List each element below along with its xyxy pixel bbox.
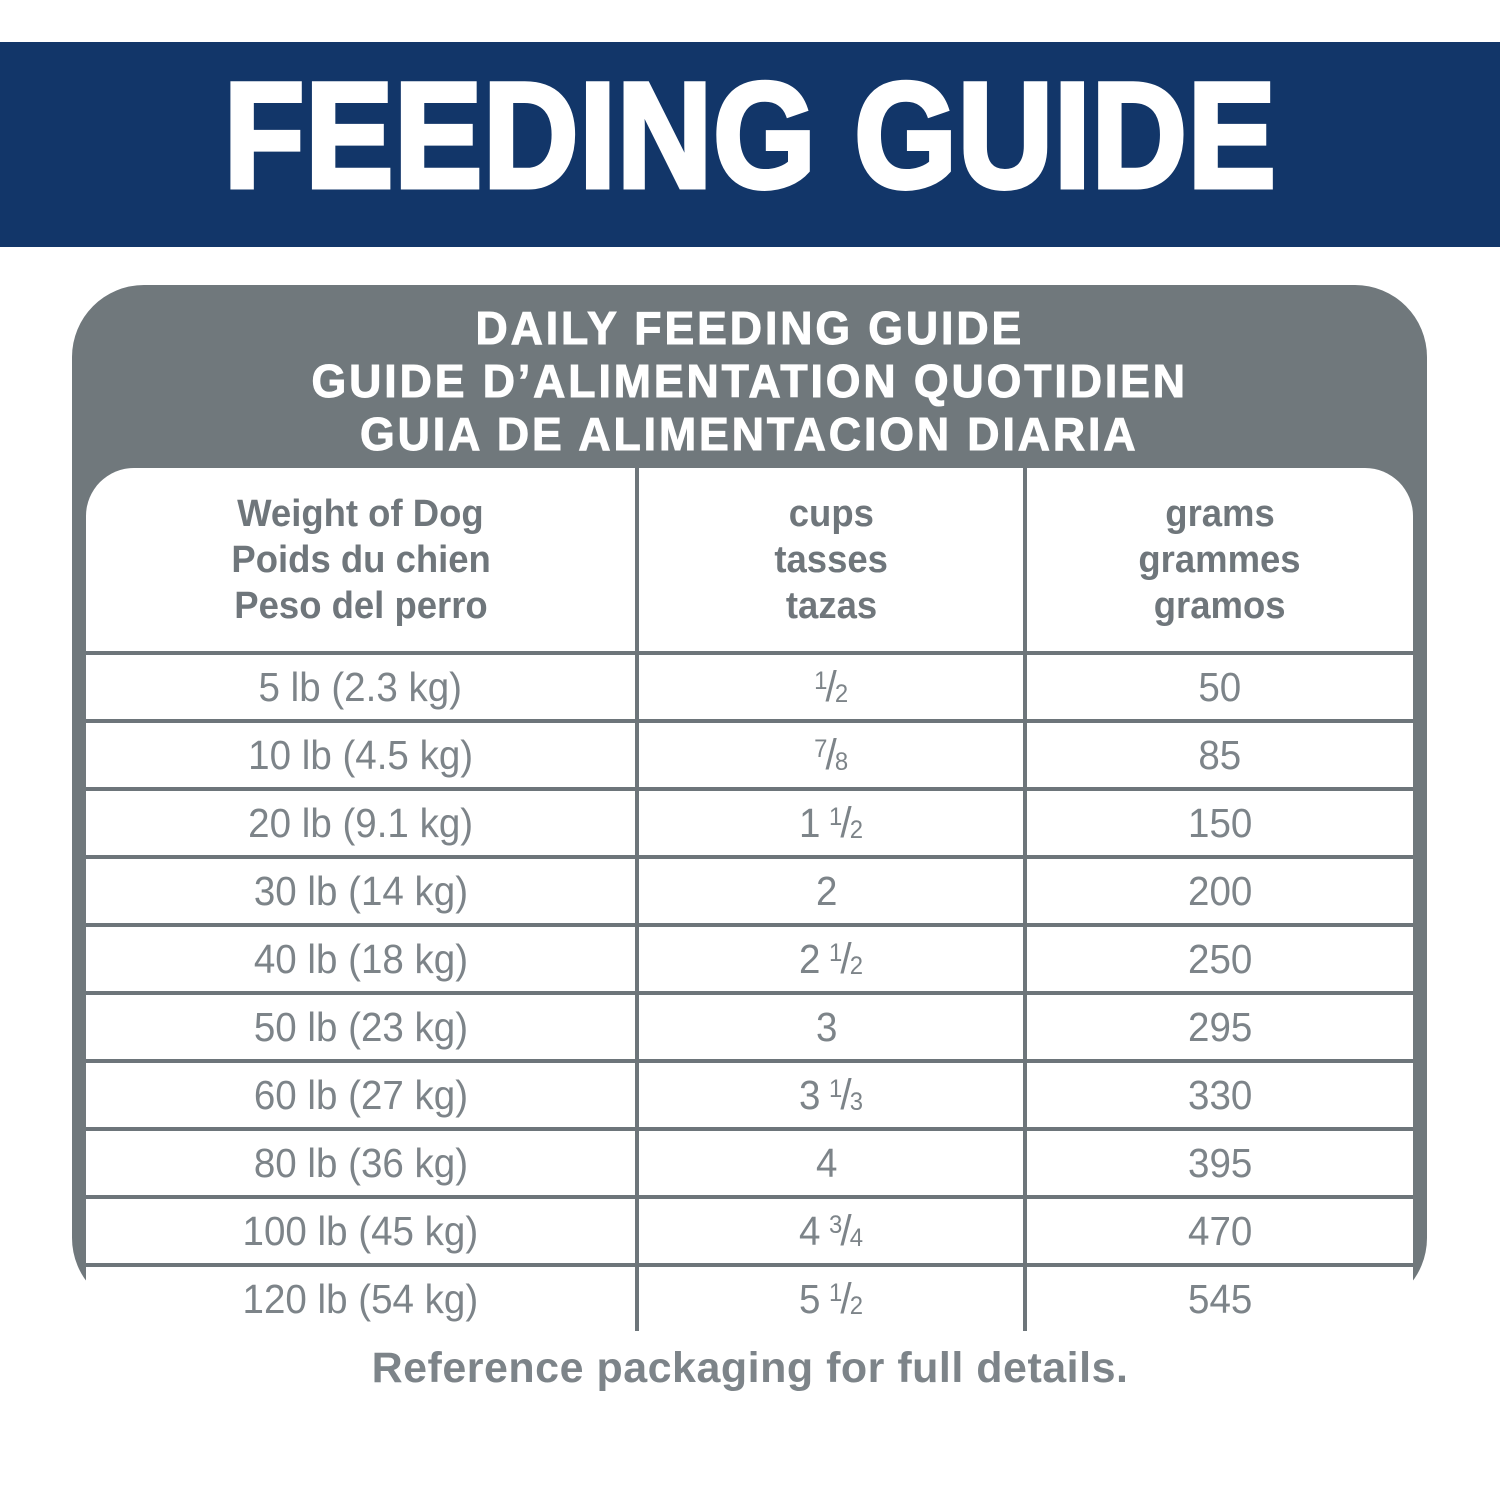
grams-cell: 330 [1187,1071,1253,1118]
weight-cell: 30 lb (14 kg) [86,859,639,923]
weight-cell: 80 lb (36 kg) [86,1131,639,1195]
weight-cell: 20 lb (9.1 kg) [86,791,639,855]
cups-cell: 3 [639,995,1026,1059]
grams-cell: 50 [1198,663,1242,710]
footer-note-text: Reference packaging for full details. [371,1344,1129,1392]
table-row [86,1195,1413,1263]
table-row [86,719,1413,787]
weight-cell: 40 lb (18 kg) [86,927,639,991]
cups-cell [639,655,1026,719]
cups-cell: 2 $^1/_2$ [639,927,1026,991]
table-row [86,787,1413,855]
weight-cell: 100 lb (45 kg) [86,1199,639,1263]
panel-heading-line-fr: GUIDE D’ALIMENTATION QUOTIDIEN [311,355,1188,407]
table-row [86,1059,1413,1127]
col-header-grams-fr: grammes [1138,538,1301,581]
grams-cell: 250 [1187,935,1253,982]
cups-cell [639,723,1026,787]
cups-cell: 4 [639,1131,1026,1195]
fraction: $^3/_4$ [828,1206,864,1255]
table-row [86,923,1413,991]
grams-cell: 85 [1198,731,1242,778]
fraction: $^1/_2$ [828,934,864,983]
panel-heading-line-es: GUIA DE ALIMENTACION DIARIA [360,408,1139,460]
table-row [86,855,1413,923]
col-header-grams-es: gramos [1153,584,1286,627]
cups-cell: 4 $^3/_4$ [639,1199,1026,1263]
grams-cell: 200 [1187,867,1253,914]
fraction: $^7/_8$ [814,730,849,779]
col-header-weight [86,468,639,651]
col-header-cups-en: cups [788,492,874,535]
weight-cell: 50 lb (23 kg) [86,995,639,1059]
daily-guide-panel [72,285,1427,1323]
col-header-grams-en: grams [1165,492,1275,535]
fraction: $^1/_2$ [828,798,864,847]
grams-cell: 395 [1187,1139,1253,1186]
feeding-table [86,468,1413,1331]
fraction: $^1/_2$ [828,1274,864,1323]
col-header-weight-fr: Poids du chien [230,538,491,581]
col-header-weight-es: Peso del perro [233,584,488,627]
col-header-cups [639,468,1026,651]
table-row [86,991,1413,1059]
grams-cell: 295 [1187,1003,1253,1050]
cups-cell: 3 $^1/_3$ [639,1063,1026,1127]
fraction: $^1/_2$ [814,662,849,711]
table-row [86,651,1413,719]
weight-cell: 10 lb (4.5 kg) [86,723,639,787]
col-header-cups-es: tazas [785,584,877,627]
grams-cell: 470 [1187,1207,1253,1254]
panel-heading [86,285,1413,468]
table-row [86,1127,1413,1195]
col-header-grams [1027,468,1413,651]
cups-cell: 2 [639,859,1026,923]
grams-cell: 150 [1187,799,1253,846]
footer [0,1344,1500,1393]
table-header-row [86,468,1413,651]
fraction: $^1/_3$ [828,1070,864,1119]
cups-cell: 5 $^1/_2$ [639,1267,1026,1331]
grams-cell: 545 [1187,1275,1253,1322]
col-header-weight-en: Weight of Dog [237,492,484,535]
title-banner [0,42,1500,247]
page-title: FEEDING GUIDE [223,50,1277,219]
table-row [86,1263,1413,1331]
weight-cell: 120 lb (54 kg) [86,1267,639,1331]
weight-cell: 5 lb (2.3 kg) [86,655,639,719]
cups-cell: 1 $^1/_2$ [639,791,1026,855]
col-header-cups-fr: tasses [774,538,888,581]
panel-heading-line-en: DAILY FEEDING GUIDE [475,302,1024,354]
weight-cell: 60 lb (27 kg) [86,1063,639,1127]
